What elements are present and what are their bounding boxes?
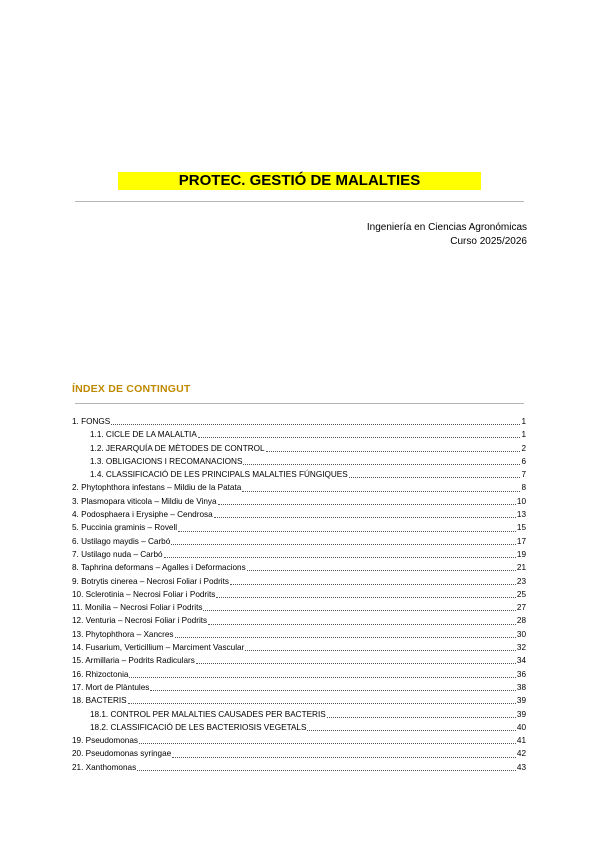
toc-entry[interactable] — [72, 734, 526, 747]
toc-entry-label: 2. Phytophthora infestans – Mildiu de la Patata — [72, 483, 242, 493]
toc-leader-dots — [150, 690, 516, 691]
toc-entry-page: 36 — [516, 669, 526, 679]
toc-entry[interactable] — [72, 628, 526, 641]
toc-entry-label: 6. Ustilago maydis – Carbó — [72, 536, 171, 546]
toc-leader-dots — [129, 677, 515, 678]
toc-leader-dots — [171, 544, 516, 545]
toc-entry-page: 38 — [516, 682, 526, 692]
toc-leader-dots — [216, 597, 516, 598]
table-of-contents — [72, 415, 526, 774]
toc-entry-page: 40 — [516, 722, 526, 732]
toc-entry-label: 10. Sclerotinia – Necrosi Foliar i Podrits — [72, 589, 216, 599]
toc-entry[interactable] — [72, 521, 526, 534]
toc-entry-label: 13. Phytophthora – Xancres — [72, 629, 174, 639]
toc-entry[interactable] — [72, 508, 526, 521]
toc-entry-page: 28 — [516, 616, 526, 626]
toc-leader-dots — [247, 570, 516, 571]
toc-entry-label: 1.1. CICLE DE LA MALALTIA — [90, 430, 197, 440]
toc-entry[interactable] — [72, 415, 526, 428]
toc-leader-dots — [230, 584, 516, 585]
toc-leader-dots — [327, 717, 516, 718]
toc-entry-label: 7. Ustilago nuda – Carbó — [72, 549, 163, 559]
toc-entry[interactable] — [72, 641, 526, 654]
toc-entry[interactable] — [72, 535, 526, 548]
toc-entry-label: 20. Pseudomonas syringae — [72, 749, 172, 759]
toc-entry-label: 15. Armillaria – Podrits Radiculars — [72, 656, 195, 666]
toc-entry-label: 1.3. OBLIGACIONS I RECOMANACIONS — [90, 456, 243, 466]
toc-entry-page: 1 — [521, 430, 526, 440]
toc-entry-page: 15 — [516, 523, 526, 533]
toc-leader-dots — [307, 730, 515, 731]
toc-entry-page: 7 — [521, 470, 526, 480]
toc-entry-label: 1.2. JERARQUÍA DE MÈTODES DE CONTROL — [90, 443, 265, 453]
toc-entry-label: 12. Venturia – Necrosi Foliar i Podrits — [72, 616, 208, 626]
toc-leader-dots — [172, 757, 516, 758]
toc-entry[interactable] — [72, 468, 526, 481]
toc-leader-dots — [203, 610, 515, 611]
toc-leader-dots — [111, 424, 520, 425]
toc-entry[interactable] — [72, 761, 526, 774]
toc-entry-page: 21 — [516, 563, 526, 573]
toc-entry[interactable] — [72, 601, 526, 614]
toc-entry-page: 39 — [516, 696, 526, 706]
toc-leader-dots — [218, 504, 516, 505]
toc-entry[interactable] — [72, 442, 526, 455]
toc-entry-page: 23 — [516, 576, 526, 586]
toc-entry-page: 13 — [516, 510, 526, 520]
toc-entry-page: 8 — [521, 483, 526, 493]
toc-entry-label: 5. Puccinia graminis – Rovell — [72, 523, 178, 533]
toc-entry[interactable] — [72, 747, 526, 760]
toc-entry[interactable] — [72, 561, 526, 574]
toc-leader-dots — [266, 451, 521, 452]
toc-entry[interactable] — [72, 668, 526, 681]
toc-entry-label: 4. Podosphaera i Erysiphe – Cendrosa — [72, 510, 213, 520]
toc-entry[interactable] — [72, 614, 526, 627]
toc-entry-label: 14. Fusarium, Verticillium – Marciment Vascular — [72, 643, 245, 653]
toc-entry-label: 21. Xanthomonas — [72, 762, 137, 772]
toc-entry-label: 1. FONGS — [72, 417, 111, 426]
toc-entry-page: 17 — [516, 536, 526, 546]
toc-entry-page: 19 — [516, 549, 526, 559]
toc-leader-dots — [245, 650, 516, 651]
toc-entry-label: 9. Botrytis cinerea – Necrosi Foliar i Podrits — [72, 576, 229, 586]
toc-entry-page: 1 — [521, 417, 526, 426]
toc-entry[interactable] — [72, 654, 526, 667]
toc-entry[interactable] — [72, 708, 526, 721]
toc-entry-page: 42 — [516, 749, 526, 759]
toc-leader-dots — [214, 517, 516, 518]
toc-entry-page: 32 — [516, 643, 526, 653]
toc-entry-label: 11. Monilia – Necrosi Foliar i Podrits — [72, 603, 203, 613]
toc-entry-label: 3. Plasmopara viticola – Mildiu de Vinya — [72, 496, 217, 506]
index-divider — [75, 403, 524, 404]
toc-leader-dots — [198, 437, 521, 438]
title-divider — [75, 201, 524, 202]
toc-entry-page: 2 — [521, 443, 526, 453]
toc-entry[interactable] — [72, 548, 526, 561]
toc-entry-label: 18.2. CLASSIFICACIÓ DE LES BACTERIOSIS VEGETALS — [90, 722, 307, 732]
toc-leader-dots — [139, 743, 516, 744]
toc-leader-dots — [164, 557, 516, 558]
toc-leader-dots — [242, 491, 520, 492]
document-title: PROTEC. GESTIÓ DE MALALTIES — [118, 172, 481, 190]
toc-entry[interactable] — [72, 428, 526, 441]
toc-entry-label: 18.1. CONTROL PER MALALTIES CAUSADES PER BACTERIS — [90, 709, 326, 719]
toc-entry-page: 6 — [521, 456, 526, 466]
toc-entry[interactable] — [72, 481, 526, 494]
toc-leader-dots — [178, 531, 516, 532]
toc-entry[interactable] — [72, 455, 526, 468]
toc-entry-page: 30 — [516, 629, 526, 639]
toc-leader-dots — [208, 624, 516, 625]
toc-entry-label: 18. BACTERIS — [72, 696, 127, 706]
toc-leader-dots — [196, 663, 516, 664]
degree-name: Ingeniería en Ciencias Agronómicas — [366, 222, 527, 233]
toc-entry-page: 43 — [516, 762, 526, 772]
toc-leader-dots — [349, 477, 521, 478]
toc-entry[interactable] — [72, 495, 526, 508]
toc-entry[interactable] — [72, 694, 526, 707]
toc-entry-label: 8. Taphrina deformans – Agalles i Deformacions — [72, 563, 246, 573]
toc-entry-page: 27 — [516, 603, 526, 613]
toc-entry[interactable] — [72, 721, 526, 734]
toc-entry-page: 41 — [516, 736, 526, 746]
toc-entry-page: 25 — [516, 589, 526, 599]
toc-entry-label: 19. Pseudomonas — [72, 736, 138, 746]
course-year: Curso 2025/2026 — [450, 236, 527, 247]
toc-entry-label: 17. Mort de Plàntules — [72, 682, 150, 692]
toc-entry[interactable] — [72, 588, 526, 601]
toc-entry-label: 1.4. CLASSIFICACIÓ DE LES PRINCIPALS MALALTIES FÚNGIQUES — [90, 470, 348, 480]
toc-leader-dots — [175, 637, 516, 638]
toc-entry[interactable] — [72, 575, 526, 588]
toc-leader-dots — [137, 770, 516, 771]
toc-leader-dots — [243, 464, 520, 465]
toc-entry-page: 34 — [516, 656, 526, 666]
toc-entry-page: 39 — [516, 709, 526, 719]
toc-entry-page: 10 — [516, 496, 526, 506]
index-heading: ÍNDEX DE CONTINGUT — [72, 383, 191, 395]
toc-leader-dots — [128, 703, 516, 704]
toc-entry[interactable] — [72, 681, 526, 694]
toc-entry-label: 16. Rhizoctonia — [72, 669, 129, 679]
